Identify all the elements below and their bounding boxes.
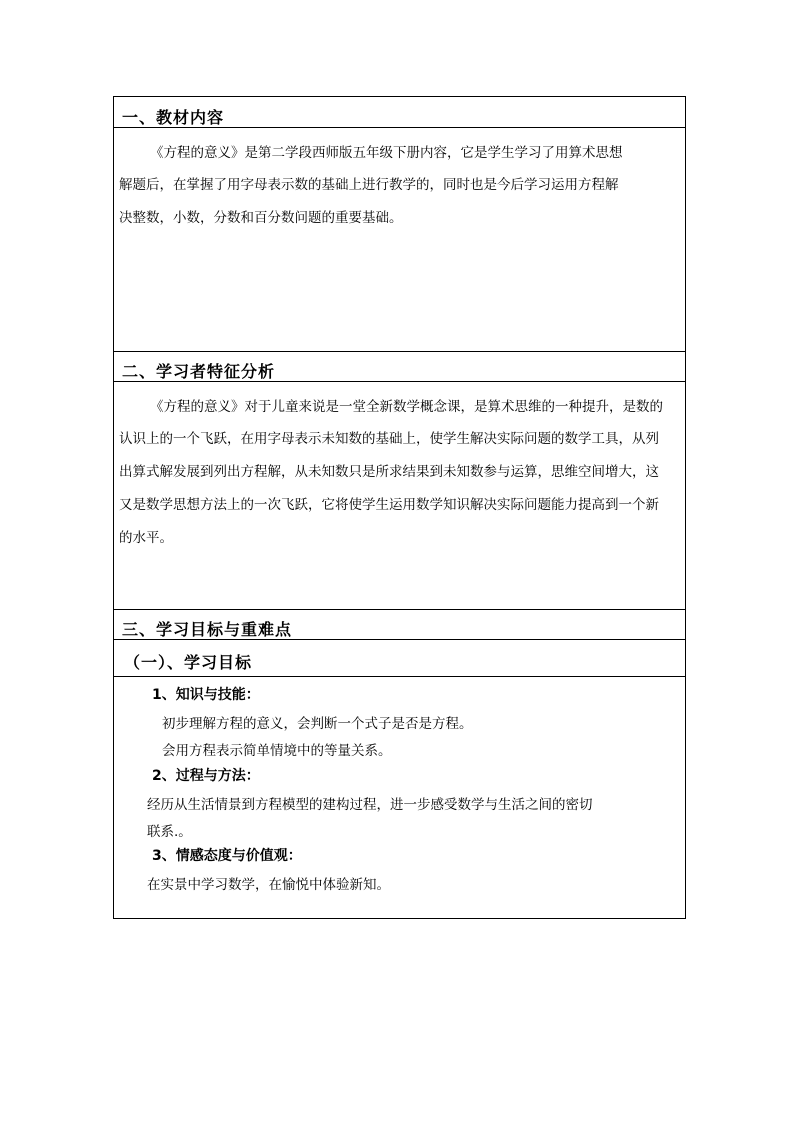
- paragraph-line: 解题后，在掌握了用字母表示数的基础上进行教学的，同时也是今后学习运用方程解: [119, 177, 619, 193]
- objective-line: 在实景中学习数学，在愉悦中体验新知。: [147, 877, 390, 893]
- objective-line: 联系.。: [147, 824, 192, 840]
- objective-line: 会用方程表示简单情境中的等量关系。: [162, 743, 392, 759]
- objective-title-knowledge: 1、知识与技能：: [152, 687, 260, 703]
- lesson-plan-table: [113, 96, 686, 919]
- paragraph-line: 又是数学思想方法上的一次飞跃，它将使学生运用数学知识解决实际问题能力提高到一个新: [119, 497, 659, 513]
- section-heading-teaching-content: 一、教材内容: [122, 108, 225, 127]
- divider: [114, 381, 685, 382]
- paragraph-line: 认识上的一个飞跃，在用字母表示未知数的基础上，使学生解决实际问题的数学工具，从列: [119, 431, 659, 447]
- divider: [114, 609, 685, 610]
- paragraph-line: 出算式解发展到列出方程解，从未知数只是所求结果到未知数参与运算，思维空间增大，这: [119, 464, 659, 480]
- paragraph-line: 决整数，小数，分数和百分数问题的重要基础。: [119, 210, 403, 226]
- paragraph-line: 《方程的意义》是第二学段西师版五年级下册内容，它是学生学习了用算术思想: [150, 145, 623, 161]
- section-heading-learner-analysis: 二、学习者特征分析: [122, 362, 276, 381]
- subsection-heading-objectives: （一）、学习目标: [124, 653, 253, 672]
- divider: [114, 127, 685, 128]
- divider: [114, 639, 685, 640]
- divider: [114, 351, 685, 352]
- objective-title-process: 2、过程与方法：: [152, 768, 260, 784]
- paragraph-line: 《方程的意义》对于儿童来说是一堂全新数学概念课，是算术思维的一种提升，是数的: [150, 399, 663, 415]
- objective-line: 经历从生活情景到方程模型的建构过程，进一步感受数学与生活之间的密切: [147, 797, 593, 813]
- divider: [114, 676, 685, 677]
- objective-title-attitude: 3、情感态度与价值观：: [152, 848, 302, 864]
- section-heading-learning-objectives: 三、学习目标与重难点: [122, 620, 293, 639]
- paragraph-line: 的水平。: [119, 530, 173, 546]
- objective-line: 初步理解方程的意义，会判断一个式子是否是方程。: [162, 716, 473, 732]
